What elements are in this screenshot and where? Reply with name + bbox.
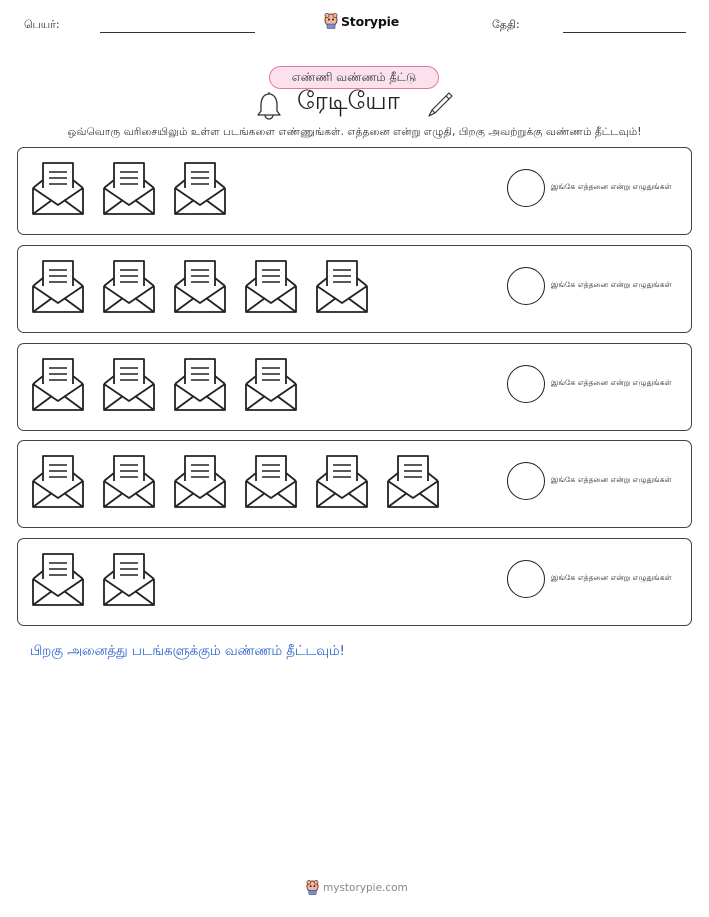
answer-circle[interactable] (507, 365, 545, 403)
open-envelope-icon[interactable] (102, 356, 156, 412)
open-envelope-icon[interactable] (315, 453, 369, 509)
open-envelope-icon[interactable] (173, 258, 227, 314)
open-envelope-icon[interactable] (102, 258, 156, 314)
name-label: பெயர்: (24, 18, 60, 31)
open-envelope-icon[interactable] (173, 160, 227, 216)
instructions: ஒவ்வொரு வரிசையிலும் உள்ள படங்களை எண்ணுங்கள். எத்தனை என்று எழுதி, பிறகு அவற்றுக்கு வண்ணம் தீட்டவும்! (67, 126, 642, 138)
activity-tag: எண்ணி வண்ணம் தீட்டு (269, 66, 439, 89)
open-envelope-icon[interactable] (31, 258, 85, 314)
count-row (17, 343, 692, 431)
open-envelope-icon[interactable] (173, 453, 227, 509)
site-url: mystorypie.com (323, 881, 408, 894)
date-field[interactable] (563, 32, 686, 33)
open-envelope-icon[interactable] (315, 258, 369, 314)
activity-title: ரேடியோ (297, 86, 400, 115)
storypie-mascot-icon (324, 13, 338, 29)
answer-hint: இங்கே எத்தனை என்று எழுதுங்கள் (551, 378, 672, 387)
open-envelope-icon[interactable] (31, 551, 85, 607)
open-envelope-icon[interactable] (102, 551, 156, 607)
open-envelope-icon[interactable] (386, 453, 440, 509)
answer-hint: இங்கே எத்தனை என்று எழுதுங்கள் (551, 475, 672, 484)
site-footer (306, 880, 408, 895)
answer-circle[interactable] (507, 560, 545, 598)
closing-note: பிறகு அனைத்து படங்களுக்கும் வண்ணம் தீட்டவும்! (30, 644, 345, 659)
open-envelope-icon[interactable] (31, 356, 85, 412)
open-envelope-icon[interactable] (244, 258, 298, 314)
answer-circle[interactable] (507, 462, 545, 500)
count-row (17, 245, 692, 333)
count-row (17, 147, 692, 235)
brand-name: Storypie (341, 13, 399, 29)
bell-icon (256, 91, 282, 121)
open-envelope-icon[interactable] (102, 453, 156, 509)
date-label: தேதி: (492, 18, 520, 31)
count-row (17, 538, 692, 626)
open-envelope-icon[interactable] (173, 356, 227, 412)
count-row (17, 440, 692, 528)
answer-hint: இங்கே எத்தனை என்று எழுதுங்கள் (551, 573, 672, 582)
open-envelope-icon[interactable] (244, 453, 298, 509)
answer-hint: இங்கே எத்தனை என்று எழுதுங்கள் (551, 182, 672, 191)
answer-circle[interactable] (507, 267, 545, 305)
name-field[interactable] (100, 32, 255, 33)
open-envelope-icon[interactable] (31, 453, 85, 509)
answer-circle[interactable] (507, 169, 545, 207)
brand-logo (324, 13, 399, 29)
open-envelope-icon[interactable] (244, 356, 298, 412)
open-envelope-icon[interactable] (31, 160, 85, 216)
pencil-icon (424, 90, 454, 120)
open-envelope-icon[interactable] (102, 160, 156, 216)
answer-hint: இங்கே எத்தனை என்று எழுதுங்கள் (551, 280, 672, 289)
storypie-mascot-icon (306, 880, 319, 895)
